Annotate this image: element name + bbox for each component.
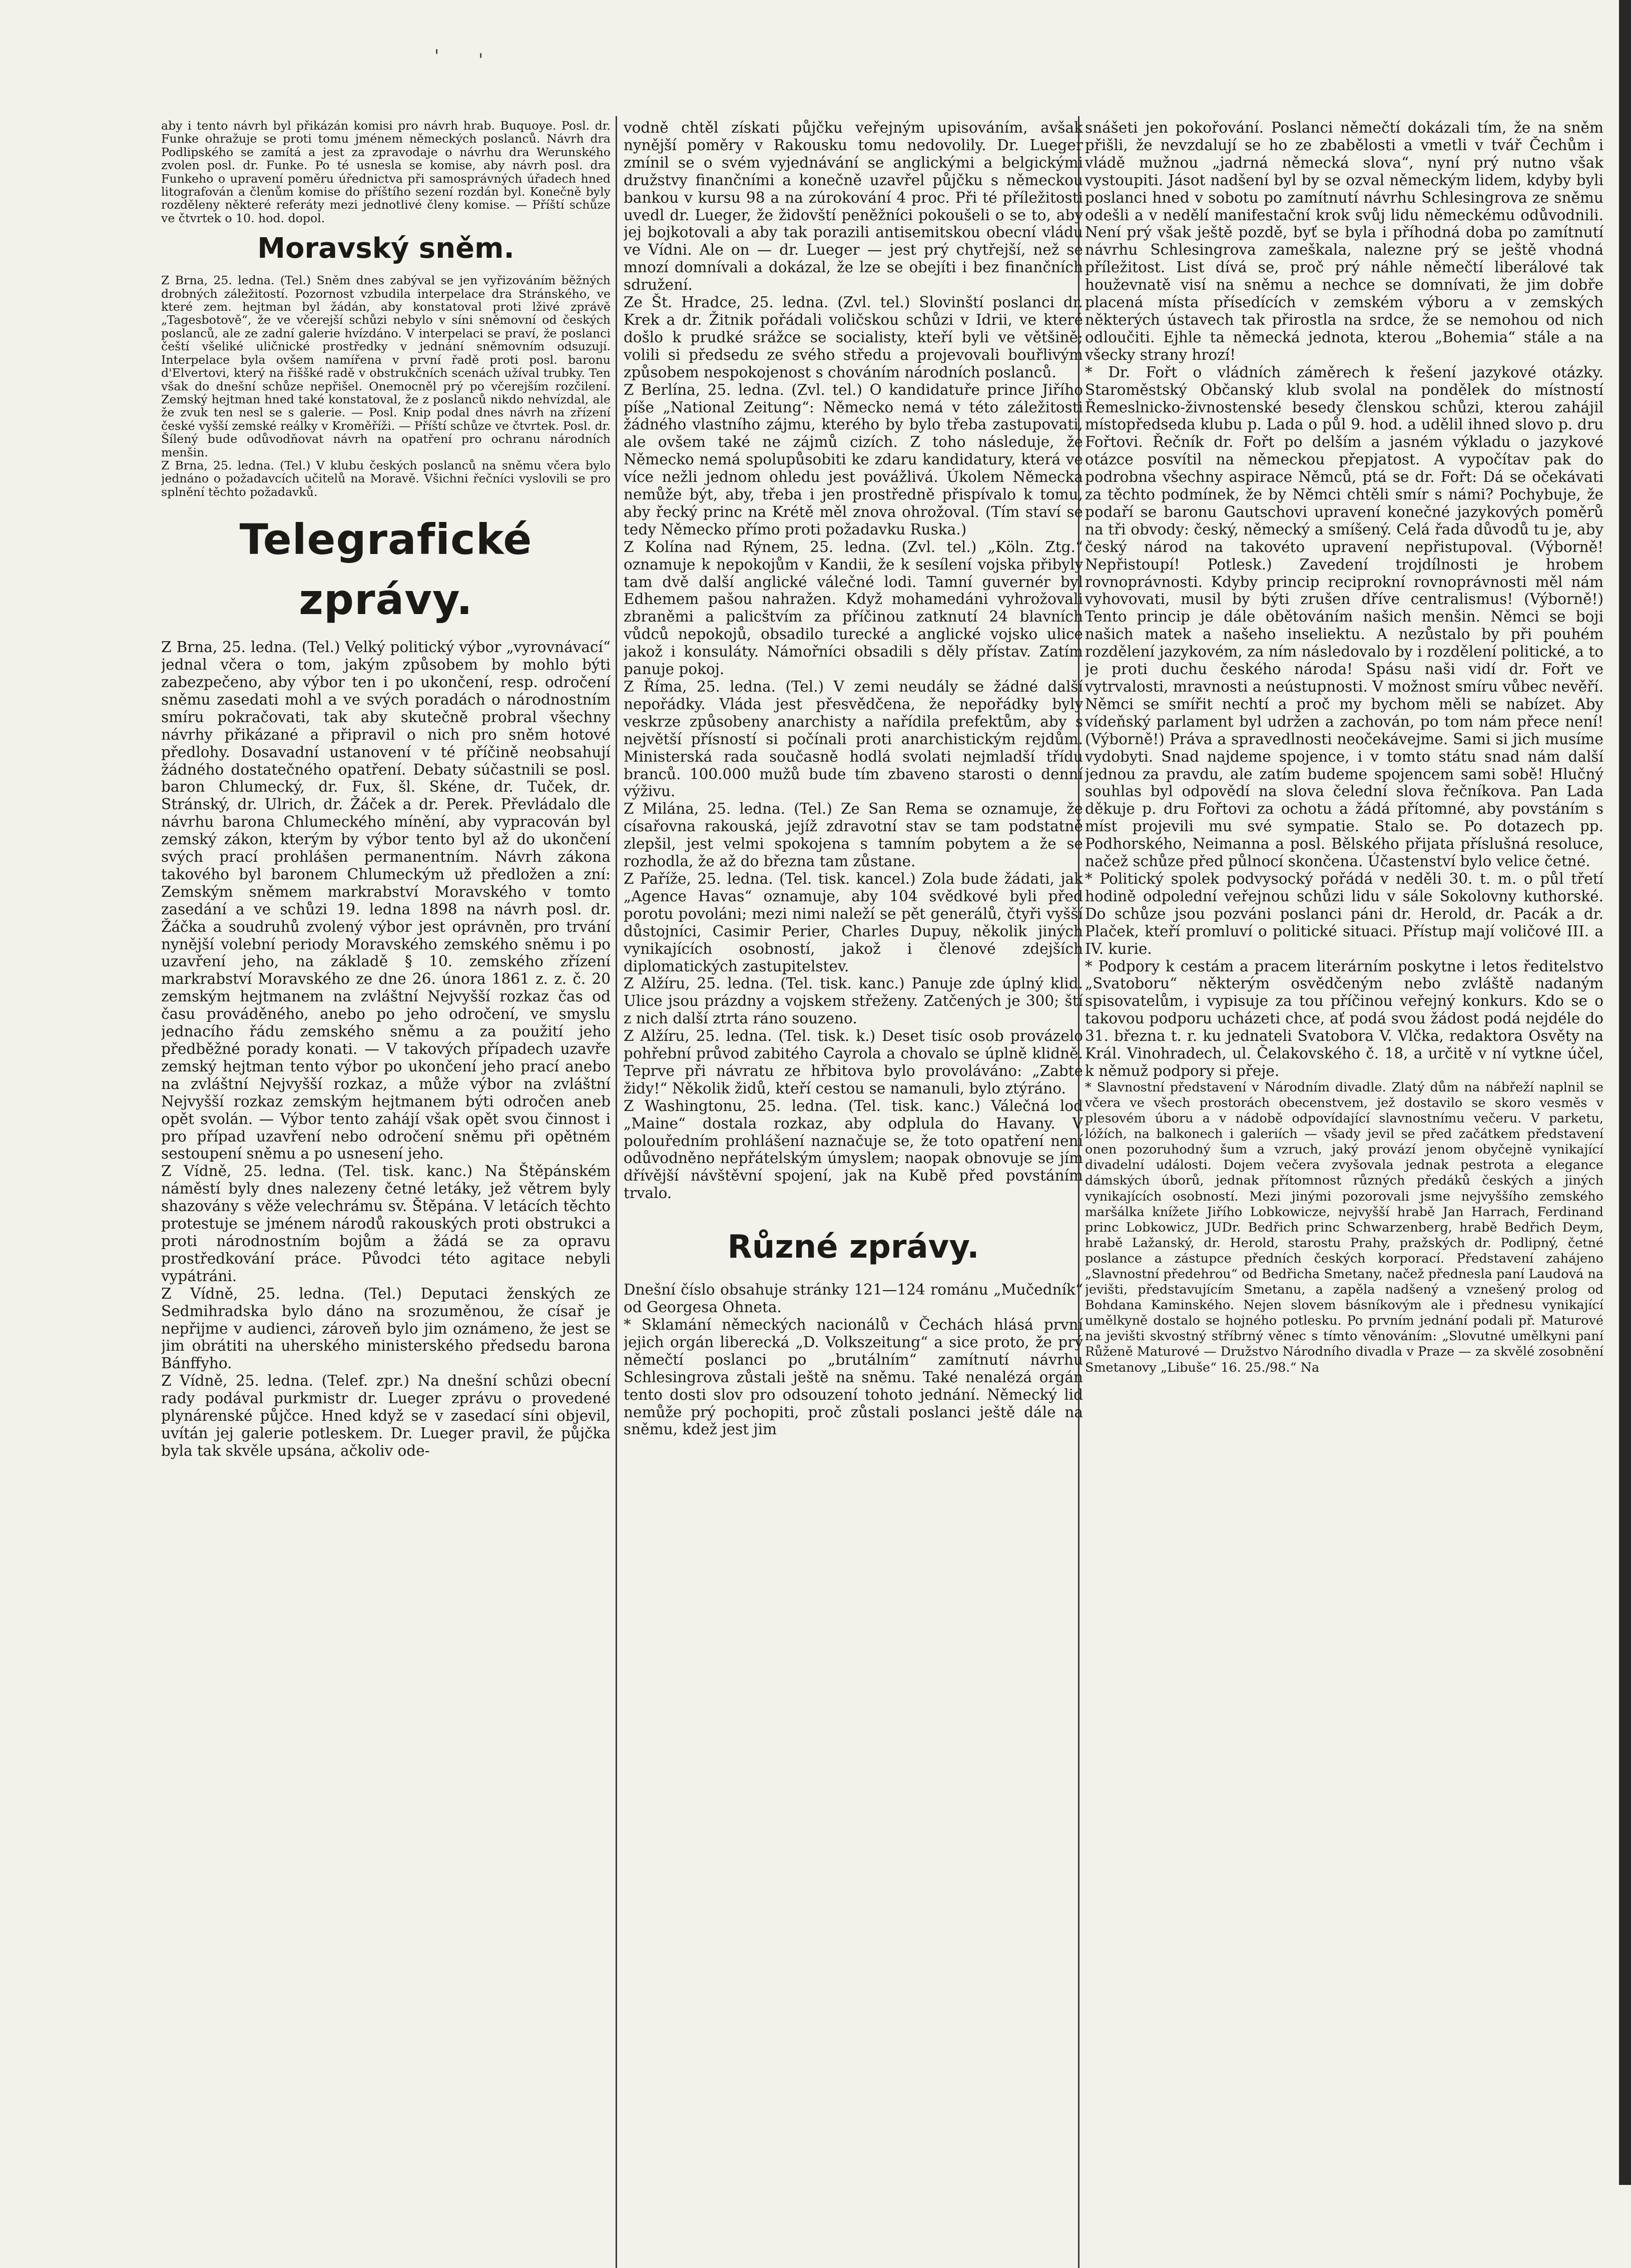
column-rule-1 bbox=[616, 116, 617, 2268]
col2-paragraph-2: Ze Št. Hradce, 25. ledna. (Zvl. tel.) Slovinští poslanci dr. Krek a dr. Žitnik pořádali voličskou schůzi v Idrii, ve které došlo k prudké srážce se socialisty, kteří byli ve většině; volili si předsedu ze svého středu a projevovali bouřlivým způsobem nespokojenost s chováním národních poslanců. bbox=[624, 294, 1083, 381]
scan-mark: ' bbox=[434, 46, 439, 66]
tel-paragraph-4: Z Vídně, 25. ledna. (Telef. zpr.) Na dnešní schůzi obecní rady podával purkmistr dr. Lueger zprávu o provedené plynárenské půjčce. Hned když se v zasedací síni objevil, uvítán jej galerie potleskem. Dr. Lueger pravil, že půjčka byla tak skvěle upsána, ačkoliv ode- bbox=[161, 1372, 611, 1459]
scan-mark-2: ' bbox=[478, 50, 483, 70]
col3-paragraph-3: * Politický spolek podvysocký pořádá v neděli 30. t. m. o půl třetí hodině odpolední veřejnou schůzi lidu v sále Sokolovny kuthorské. Do schůze jsou pozváni poslanci páni dr. Herold, dr. Pacák a dr. Plaček, kteří promluví o politické situaci. Přístup mají voličové III. a IV. kurie. bbox=[1085, 870, 1603, 957]
col2-paragraph-8: Z Alžíru, 25. ledna. (Tel. tisk. kanc.) Panuje zde úplný klid. Ulice jsou prázdny a vojskem střeženy. Zatčených je 300; ští z nich další ztrta ráno souzeno. bbox=[624, 975, 1083, 1027]
col2-paragraph-1: vodně chtěl získati půjčku veřejným upisováním, avšak nynější poměry v Rakousku tomu nedovolily. Dr. Lueger zmínil se o svém vyjednávání se anglickými a belgickými družstvy finančními a konečně uzavřel půjčku s německou bankou v kursu 98 a na zúrokování 4 proc. Při té příležitosti uvedl dr. Lueger, že židovští peněžníci pokoušeli o se to, aby jej bojkotovali a aby tak porazili antisemitskou obecní vládu ve Vídni. Ale on — dr. Lueger — jest prý chytřejší, než se mnozí domnívali a dokázal, že lze se obejíti i bez finančních sdružení. bbox=[624, 119, 1083, 294]
col2-paragraph-11: Dnešní číslo obsahuje stránky 121—124 románu „Mučedník“ od Georgesa Ohneta. bbox=[624, 1281, 1083, 1316]
moravsky-paragraph-1: Z Brna, 25. ledna. (Tel.) Sněm dnes zabýval se jen vyřizováním běžných drobných záležitostí. Pozornost vzbudila interpelace dra Stránského, ve které zem. hejtman byl žádán, aby konstatoval proti lživé zprávě „Tagesbotově“, že ve včerejší schůzi nebylo v síni sněmovní od českých poslanců, ale ze zadní galerie hvízdáno. V interpelaci se praví, že poslanci čeští všeliké uličnické prostředky v jednání sněmovním odsuzují. Interpelace byla ovšem namířena v první řadě proti posl. baronu d'Elvertovi, který na řiššké radě v obstrukčních scenách užíval trubky. Ten však do dnešní schůze nepřišel. Onemocněl prý po včerejším rozčilení. Zemský hejtman hned také konstatoval, že z poslanců nikdo nehvízdal, ale že zvuk ten nesl se s galerie. — Posl. Knip podal dnes návrh na zřízení české vyšší zemské reálky v Kroměříži. — Příští schůze ve čtvrtek. Posl. dr. Šílený bude odůvodňovat návrh na opatření pro ochranu národních menšin. bbox=[161, 273, 611, 459]
column-3 bbox=[1085, 119, 1603, 2167]
col2-paragraph-7: Z Paříže, 25. ledna. (Tel. tisk. kancel.) Zola bude žádati, jak „Agence Havas“ oznamuje, aby 104 svědkové byli před porotu povoláni; mezi nimi naleží se pět generálů, čtyři vyšší důstojníci, Casimir Perier, Charles Dupuy, několik jiných vynikajících osobností, jakož i členové zdejších diplomatických zastupitelstev. bbox=[624, 870, 1083, 975]
col2-paragraph-3: Z Berlína, 25. ledna. (Zvl. tel.) O kandidatuře prince Jiřího píše „National Zeitung“: Německo nemá v této záležitosti žádného vlastního zájmu, kterého by bylo třeba zastupovati, ale ovšem také ne zájmů cizích. Z toho následuje, že Německo nemá spolupůsobiti ke zdaru kandidatury, která ve více nežli jednom ohledu jest povážlivá. Úkolem Německa nemůže být, aby, třeba i jen prostředně přispívalo k tomu, aby řecký princ na Krétě měl znova ohrožoval. (Tím staví se tedy Německo přímo proti požadavku Ruska.) bbox=[624, 381, 1083, 538]
intro-paragraph: aby i tento návrh byl přikázán komisi pro návrh hrab. Buquoye. Posl. dr. Funke ohražuje se proti tomu jménem německých poslanců. Návrh dra Podlipského se zamítá a jest za zpravodaje o návrhu dra Werunského zvolen posl. dr. Funke. Po té usnesla se komise, aby návrh posl. dra Funkeho o upravení poměru úřednictva při samosprávných úřadech hned litografován a členům komise do příštího sezení rozdán byl. Konečně byly rozděleny některé referáty mezi jednotlivé členy komise. — Příští schůze ve čtvrtek o 10. hod. dopol. bbox=[161, 119, 611, 225]
col3-paragraph-4: * Podpory k cestám a pracem literárním poskytne i letos ředitelstvo „Svatoboru“ některým osvědčeným nebo zvláště nadaným spisovatelům, i vypisuje za tou příčinou veřejný konkurs. Kdo se o takovou podporu ucházeti chce, ať podá svou žádost podá nejdéle do 31. března t. r. ku jednateli Svatobora V. Vlčka, redaktora Osvěty na Král. Vinohradech, ul. Čelakovského č. 18, a určitě v ní vytkne účel, k němuž podpory si přeje. bbox=[1085, 957, 1603, 1079]
col3-paragraph-2: * Dr. Fořt o vládních záměrech k řešení jazykové otázky. Staroměstský Občanský klub svolal na pondělek do místností Řemeslnicko-živnostenské besedy členskou schůzi, kterou zahájil místopředseda klubu p. Lada o půl 9. hod. a udělil ihned slovo p. dru Fořtovi. Řečník dr. Fořt po delším a jasném výkladu o jazykové otázce posvítil na německou přepjatost. A vypočítav pak do podrobna všechny aspirace Němců, ptá se dr. Fořt: Dá se očekávati za těchto podmínek, že by Němci chtěli smír s námi? Pochybuje, že podaří se baronu Gautschovi upravení konečné jazykových poměrů na tři obvody: český, německý a smíšený. Celá řada důvodů tu je, aby český národ na takovéto upravení nepřistupoval. (Výborně! Nepřistoupí! Potlesk.) Zavedení trojdílnosti je hrobem rovnoprávnosti. Kdyby princip reciprokní rovnoprávnosti měl nám vyhovovati, musil by býti zrušen dříve centralismus! (Výborně!) Tento princip je dále obětováním našich menšin. Němci se boji našich matek a našeho inseliektu. A nezůstalo by při pouhém rozdělení jazykovém, za ním následovalo by i rozdělení politické, a to je proti duchu českého národa! Spásu naši vidí dr. Fořt ve vytrvalosti, mravnosti a neústupnosti. V možnost smíru vůbec nevěří. Němci se smířit nechtí a proč my bychom měli se nabízet. Aby vídeňský parlament byl udržen a zachován, po tom nám přece není! (Výborně!) Práva a spravedlnosti neočekávejme. Sami si jich musíme vydobyti. Snad najdeme spojence, i v tomto státu snad nám další jednou za pravdu, ale zatím budeme spojencem sami sobě! Hlučný souhlas byl odpovědí na slova čelední slova řečníkova. Pan Lada děkuje p. dru Fořtovi za ochotu a žádá přítomné, aby povstáním s míst projevili mu své sympatie. Stalo se. Po dotazech pp. Podhorského, Neimanna a posl. Bělského přijata příslušná resoluce, načež schůze před půlnocí skončena. Účastenství bylo velice četné. bbox=[1085, 363, 1603, 870]
ruzne-zpravy-heading: Různé zprávy. bbox=[727, 1229, 979, 1266]
col2-paragraph-6: Z Milána, 25. ledna. (Tel.) Ze San Rema se oznamuje, že císařovna rakouská, jejíž zdravotní stav se tam podstatně zlepšil, jest velmi spokojena s tamním pobytem a že se rozhodla, že až do března tam zůstane. bbox=[624, 800, 1083, 870]
col2-paragraph-10: Z Washingtonu, 25. ledna. (Tel. tisk. kanc.) Válečná loď „Maine“ dostala rozkaz, aby odplula do Havany. V polouředním prohlášení naznačuje se, že toto opatření není odůvodněno nepřátelským úmyslem; naopak obnovuje se jím dřívější návštěvní spojení, jak na Kubě před povstáním trvalo. bbox=[624, 1097, 1083, 1202]
col2-paragraph-4: Z Kolína nad Rýnem, 25. ledna. (Zvl. tel.) „Köln. Ztg.“ oznamuje k nepokojům v Kandii, že k sesílení vojska přibyly tam dvě další anglické válečné lodi. Tamní guvernér byl Edhemem pašou nahražen. Když mohamedáni vyhrožovali zbraněmi a palicštvím za příčinou zatknutí 24 blavních vůdců nepokojů, obsadilo turecké a anglické vojsko ulice jakož i konsuláty. Námořníci obsadili s děly přístav. Zatím panuje pokoj. bbox=[624, 538, 1083, 678]
telegraficke-zpravy-heading: Telegrafické zprávy. bbox=[239, 515, 532, 625]
scan-edge bbox=[1619, 0, 1631, 2185]
col3-paragraph-5: * Slavnostní představení v Národním divadle. Zlatý dům na nábřeží naplnil se včera ve všech prostorách obecenstvem, jež dostavilo se skoro vesměs v plesovém úboru a v nádobě odpovídající slavnostnímu večeru. V parketu, lóžích, na balkonech i galeriích — všady jevil se před začátkem představení onen pozoruhodný šum a vzruch, jaký provází jenom obyčejně vynikající divadelní události. Dojem večera zvyšovala jednak pestrota a elegance dámských úborů, jednak přítomnost různých předáků českých a jiných vynikajících osobností. Mezi jinými pozorovali jsme nejvyššího zemského maršálka knížete Jiřího Lobkowicze, nejvyšší hrabě Jan Harrach, Ferdinand princ Lobkowicz, JUDr. Bedřich princ Schwarzenberg, hrabě Bedřich Deym, hrabě Lažanský, dr. Herold, starostu Prahy, pražských dr. Podlipný, četné poslance a zástupce předních českých korporací. Představení zahájeno „Slavnostní předehrou“ od Bedřicha Smetany, načež přednesla paní Laudová na jevišti, představujícím Smetanu, a zapěla nadšený a vznešený prolog od Bohdana Kaminského. Nejen slovem básníkovým ale i přednesu vynikající umělkyně dostalo se hojného potlesku. Po prvním jednání podali př. Maturové na jevišti skvostný stříbrný věnec s tímto věnováním: „Slovutné umělkyni paní Růženě Maturové — Družstvo Národního divadla v Praze — za skvělé zosobnění Smetanovy „Libuše“ 16. 25./98.“ Na bbox=[1085, 1079, 1603, 1375]
moravsky-paragraph-2: Z Brna, 25. ledna. (Tel.) V klubu českých poslanců na sněmu včera bylo jednáno o požadavcích učitelů na Moravě. Všichni řečníci vyslovili se pro splnění těchto požadavků. bbox=[161, 458, 611, 499]
col3-paragraph-1: snášeti jen pokořování. Poslanci němečtí dokázali tím, že na sněm přišli, že nevzdalují se ho ze zbabělosti a vmetli v tvář Čechům i vládě mužnou „jadrná německá slova“, nyní prý nutno však vystoupiti. Jásot nadšení byl by se ozval německým lidem, kdyby byli poslanci hned v sobotu po zamítnutí návrhu Schlesingrova ze sněmu odešli a v nedělí manifestační krok svůj lidu německému odůvodnili. Není prý však ještě pozdě, byť se byla i příhodná doba po zamítnutí návrhu Schlesingrova zameškala, nalezne prý se ještě vhodná příležitost. List dívá se, proč prý náhle němečtí liberálové tak houževnatě visí na sněmu a nechce se domnívati, že jim dobře placená místa přísedících v zemském výboru a v zemských některých ústavech tak přirostla na srdce, že se nemohou od nich odloučiti. Ejhle ta německá jednota, kterou „Bohemia“ stále a na všecky strany hrozí! bbox=[1085, 119, 1603, 363]
moravsky-snem-heading: Moravský sněm. bbox=[257, 232, 514, 265]
col2-paragraph-9: Z Alžíru, 25. ledna. (Tel. tisk. k.) Deset tisíc osob provázelo pohřební průvod zabitého Cayrola a chovalo se úplně klidně. Teprve při návratu ze hřbitova bylo provoláváno: „Zabte židy!“ Několik židů, kteří cestou se namanuli, bylo ztýráno. bbox=[624, 1027, 1083, 1097]
col2-paragraph-12: * Sklamání německých nacionálů v Čechách hlásá první jejich orgán liberecká „D. Volkszeitung“ a sice proto, že prý němečtí poslanci po „brutálním“ zamítnutí návrhu Schlesingrova zůstali ještě na sněmu. Také nenalézá orgán tento dosti slov pro odsouzení tohoto jednání. Německý lid nemůže prý pochopiti, proč zůstali poslanci ještě dále na sněmu, kdež jest jim bbox=[624, 1316, 1083, 1438]
tel-paragraph-3: Z Vídně, 25. ledna. (Tel.) Deputaci ženských ze Sedmihradska bylo dáno na srozuměnou, že císař je nepřijme v audienci, zároveň bylo jim oznámeno, že jest se jim obrátiti na uherského ministerského předsedu barona Bánffyho. bbox=[161, 1285, 611, 1372]
col2-paragraph-5: Z Říma, 25. ledna. (Tel.) V zemi neudály se žádné další nepořádky. Vláda jest přesvědčena, že nepořádky byly veskrze způsobeny anarchisty a nařídila prefektům, aby s největší přísností si počínali proti anarchistickým rejdům. Ministerská rada současně hodlá svolati nejmladší třídu branců. 100.000 mužů bude tím zbaveno starosti o denní výživu. bbox=[624, 678, 1083, 800]
column-1 bbox=[161, 119, 611, 2167]
tel-paragraph-2: Z Vídně, 25. ledna. (Tel. tisk. kanc.) Na Štěpánském náměstí byly dnes nalezeny četné letáky, jež větrem byly shazovány s věže velechrámu sv. Štěpána. V letácích těchto protestuje se jménem národů rakouských proti obstrukci a proti národnostním bojům a žádá se za opravu prostředkování práce. Původci této agitace nebyli vypátráni. bbox=[161, 1163, 611, 1285]
tel-paragraph-1: Z Brna, 25. ledna. (Tel.) Velký politický výbor „vyrovnávací“ jednal včera o tom, jakým způsobem by mohlo býti zabezpečeno, aby výbor ten i po ukončení, resp. odročení sněmu zasedati mohl a ve svých poradách o národnostním smíru pokračovati, tak aby skutečně probral všechny návrhy přikázané a připravil o nich pro sněm hotové předlohy. Dosavadní ustanovení v té příčině neobsahují žádného dostatečného opatření. Debaty súčastnili se posl. baron Chlumecký, dr. Fux, šl. Skéne, dr. Tuček, dr. Stránský, dr. Ulrich, dr. Žáček a dr. Perek. Převládalo dle návrhu barona Chlumeckého mínění, aby vypracován byl zemský zákon, kterým by výbor tento byl až do ukončení svých prací prohlášen permanentním. Návrh zákona takového byl baronem Chlumeckým už předložen a zní: Zemským sněmem markrabství Moravského v tomto zasedání a ve schůzi 19. ledna 1898 na návrh posl. dr. Žáčka a soudruhů zvolený výbor jest oprávněn, pro trvání nynější volební periody Moravského zemského sněmu i po uzavření jeho, na základě § 10. zemského zřízení markrabství Moravského ze dne 26. února 1861 z. z. č. 20 zemským hejtmanem na zvláštní Nejvyšší rozkaz čas od času prováděného, anebo po jeho odročení, ve smyslu jednacího řádu zemského sněmu a za použití jeho předběžné porady konati. — V takových případech uzavře zemský hejtman tento výbor po ukončení jeho prací anebo na zvláštní Nejvyšší rozkaz, a může výbor na zvláštní Nejvyšší rozkaz zemským hejtmanem býti odročen aneb opět svolán. — Výbor tento zahájí však opět svou činnost i pro případ uzavření nebo odročení sněmu při opětném sestoupení sněmu a po usnesení jeho. bbox=[161, 639, 611, 1163]
column-2 bbox=[624, 119, 1083, 2167]
